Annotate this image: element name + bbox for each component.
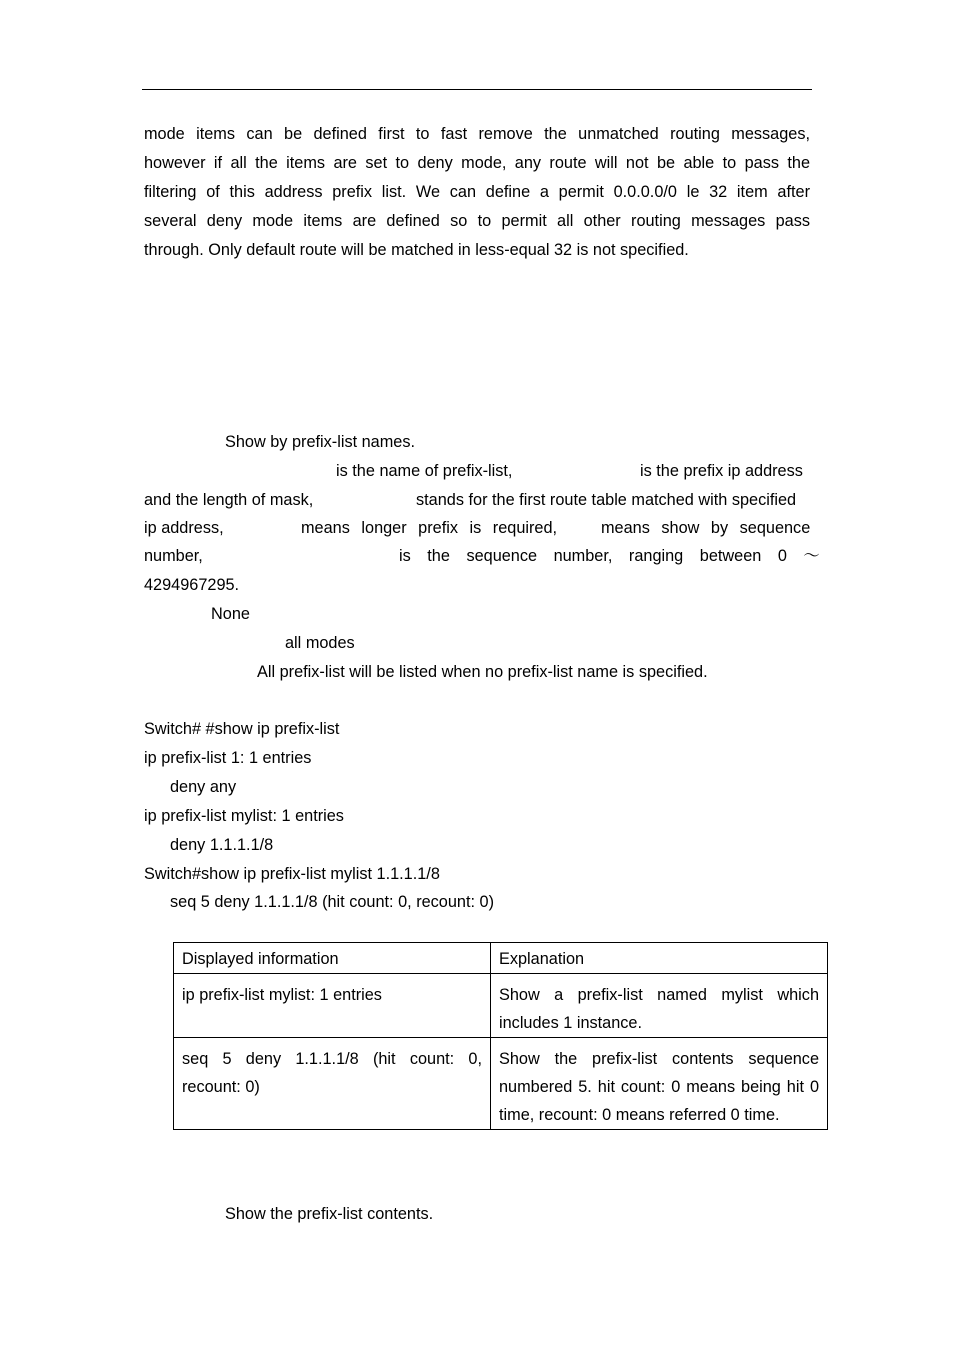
table-cell: Show a prefix-list named mylist which includes 1 instance. xyxy=(491,974,828,1038)
default-value: None xyxy=(211,605,250,623)
display-info-table xyxy=(173,942,828,1130)
param-line4-a: number, xyxy=(144,547,203,565)
intro-line-3: filtering of this address prefix list. We can define a permit 0.0.0.0/0 le 32 item after xyxy=(144,183,810,201)
table-header-cell: Displayed information xyxy=(174,943,491,974)
intro-line-5: through. Only default route will be matched in less-equal 32 is not specified. xyxy=(144,241,689,259)
param-name-desc: is the name of prefix-list, xyxy=(336,462,513,480)
param-line3-c: means show by sequence xyxy=(601,519,811,537)
table-cell: Show the prefix-list contents sequence numbered 5. hit count: 0 means being hit 0 time, recount: 0 means referred 0 time. xyxy=(491,1038,828,1130)
example-line-4: ip prefix-list mylist: 1 entries xyxy=(144,807,344,825)
intro-line-2: however if all the items are set to deny mode, any route will not be able to pass the xyxy=(144,154,810,172)
intro-line-1: mode items can be defined first to fast remove the unmatched routing messages, xyxy=(144,125,810,143)
param-line2-a: and the length of mask, xyxy=(144,491,314,509)
example-line-7: seq 5 deny 1.1.1.1/8 (hit count: 0, recount: 0) xyxy=(170,893,495,911)
table-row xyxy=(174,1038,828,1130)
next-function-text: Show the prefix-list contents. xyxy=(225,1205,434,1223)
command-mode: all modes xyxy=(285,634,355,652)
intro-line-4: several deny mode items are defined so to permit all other routing messages pass xyxy=(144,212,810,230)
param-line2-b: stands for the first route table matched with specified xyxy=(416,491,797,509)
param-line4-b: is the sequence number, ranging between 0 ～ xyxy=(399,547,820,565)
example-line-5: deny 1.1.1.1/8 xyxy=(170,836,274,854)
table-row xyxy=(174,974,828,1038)
usage-guide: All prefix-list will be listed when no prefix-list name is specified. xyxy=(257,663,708,681)
param-prefix-desc: is the prefix ip address xyxy=(640,462,803,480)
example-line-2: ip prefix-list 1: 1 entries xyxy=(144,749,312,767)
example-line-3: deny any xyxy=(170,778,237,796)
table-cell: seq 5 deny 1.1.1.1/8 (hit count: 0, recount: 0) xyxy=(174,1038,491,1130)
param-line3-b: means longer prefix is required, xyxy=(301,519,558,537)
table-header-row xyxy=(174,943,828,974)
param-line5: 4294967295. xyxy=(144,576,240,594)
table-header-cell: Explanation xyxy=(491,943,828,974)
header-rule xyxy=(142,89,812,90)
function-text: Show by prefix-list names. xyxy=(225,433,416,451)
table-cell: ip prefix-list mylist: 1 entries xyxy=(174,974,491,1038)
example-line-1: Switch# #show ip prefix-list xyxy=(144,720,340,738)
example-line-6: Switch#show ip prefix-list mylist 1.1.1.1/8 xyxy=(144,865,440,883)
param-line3-a: ip address, xyxy=(144,519,224,537)
